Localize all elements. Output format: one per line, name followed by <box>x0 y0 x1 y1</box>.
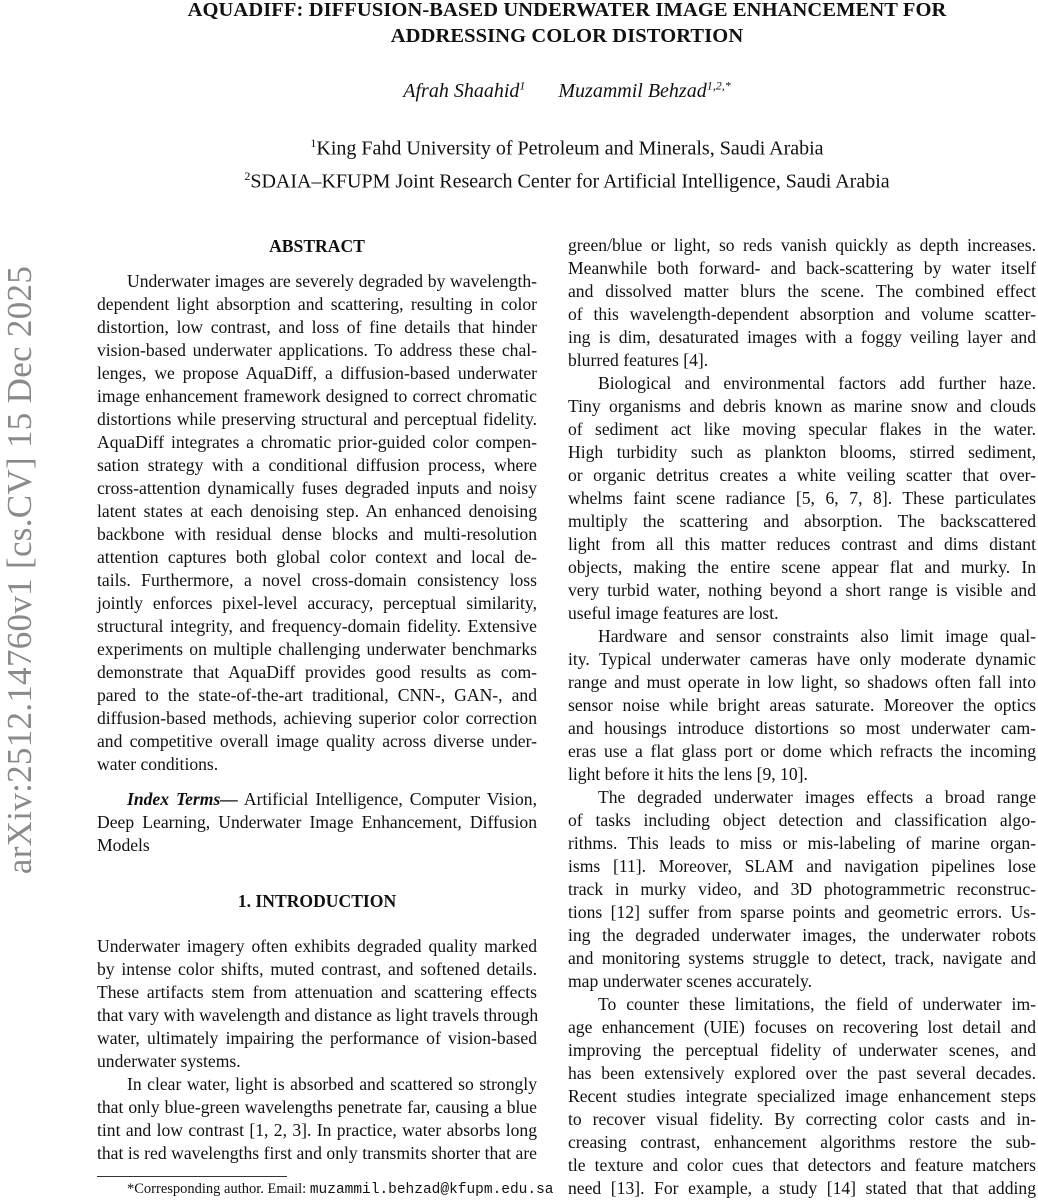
author-name: Afrah Shaahid <box>403 79 520 102</box>
text-line: tint and low contrast [1, 2, 3]. In practice, water absorbs long <box>97 1120 537 1140</box>
text-line: age enhancement (UIE) focuses on recovering lost detail and <box>568 1017 1036 1037</box>
index-terms <box>97 788 537 857</box>
text-line: image enhancement framework designed to correct chromatic <box>97 386 537 406</box>
text-line: of this wavelength-dependent absorption and volume scatter- <box>568 304 1036 324</box>
text-line: or organic detritus creates a white veiling scatter that over- <box>568 465 1036 485</box>
affiliations <box>97 130 1037 195</box>
text-line: that is red wavelengths first and only transmits shorter that are <box>97 1143 537 1163</box>
text-line: very turbid water, nothing beyond a short range is visible and <box>568 580 1036 600</box>
text-line: High turbidity such as plankton blooms, stirred sediment, <box>568 442 1036 462</box>
text-line: jointly enforces pixel-level accuracy, perceptual similarity, <box>97 593 537 613</box>
text-line: Underwater images are severely degraded by wavelength- <box>127 271 537 291</box>
footnote-rule <box>97 1176 287 1177</box>
footnote-text: *Corresponding author. Email: <box>127 1181 310 1197</box>
text-line: diffusion-based methods, achieving superior color correction <box>97 708 537 728</box>
text-line: that only blue-green wavelengths penetrate far, causing a blue <box>97 1097 537 1117</box>
text-line: ing the degraded underwater images, the underwater robots <box>568 925 1036 945</box>
title-line: AQUADIFF: DIFFUSION-BASED UNDERWATER IMAGE ENHANCEMENT FOR <box>187 0 947 21</box>
text-line: tails. Furthermore, a novel cross-domain consistency loss <box>97 570 537 590</box>
intro-heading: 1. INTRODUCTION <box>237 891 397 911</box>
intro-left-body <box>97 935 537 1165</box>
text-line: useful image features are lost. <box>568 603 779 623</box>
author <box>403 80 525 102</box>
text-line: whelms faint scene radiance [5, 6, 7, 8]. These particulates <box>568 488 1036 508</box>
index-terms-text: Artificial Intelligence, Computer Vision, <box>237 789 537 809</box>
text-line: eras use a flat glass port or dome which refracts the incoming <box>568 741 1036 761</box>
index-terms-label: Index Terms— <box>127 789 238 809</box>
text-line: lenges, we propose AquaDiff, a diffusion-based underwater <box>97 363 537 383</box>
text-line: experiments on multiple challenging underwater benchmarks <box>97 639 537 659</box>
author <box>558 80 730 102</box>
affiliation-sup: 1 <box>310 136 317 150</box>
author-sup: 1,2,* <box>706 78 731 92</box>
text-line: distortions while preserving structural and perceptual fidelity. <box>97 409 537 429</box>
text-line: Biological and environmental factors add further haze. <box>598 373 1036 393</box>
text-line: Hardware and sensor constraints also limit image qual- <box>598 626 1036 646</box>
text-line: ity. Typical underwater cameras have only moderate dynamic <box>568 649 1036 669</box>
text-line: AquaDiff integrates a chromatic prior-guided color compen- <box>97 432 537 452</box>
text-line: to recover visual fidelity. By correcting color casts and in- <box>568 1109 1036 1129</box>
intro-heading-wrap <box>97 890 537 913</box>
text-line: ing is dim, desaturated images with a foggy veiling layer and <box>568 327 1036 347</box>
text-line: and dissolved matter blurs the scene. The combined effect <box>568 281 1036 301</box>
text-line: demonstrate that AquaDiff provides good results as com- <box>97 662 537 682</box>
text-line: Recent studies integrate specialized image enhancement steps <box>568 1086 1036 1106</box>
author-name: Muzammil Behzad <box>558 79 707 102</box>
text-line: objects, making the entire scene appear flat and murky. In <box>568 557 1036 577</box>
affiliation <box>97 130 1037 163</box>
text-line: tle texture and color cues that detectors and feature matchers <box>568 1155 1036 1175</box>
text-line: green/blue or light, so reds vanish quickly as depth increases. <box>568 235 1036 255</box>
text-line: and monitoring systems struggle to detect, track, navigate and <box>568 948 1036 968</box>
text-line: Tiny organisms and debris known as marine snow and clouds <box>568 396 1036 416</box>
right-column-body <box>568 234 1036 1200</box>
affiliation-sup: 2 <box>244 168 251 183</box>
arxiv-watermark: arXiv:2512.14760v1 [cs.CV] 15 Dec 2025 <box>0 265 39 875</box>
title-line: ADDRESSING COLOR DISTORTION <box>390 25 744 47</box>
author-list <box>97 78 1037 103</box>
text-line: need [13]. For example, a study [14] stated that that adding <box>568 1178 1036 1198</box>
text-line: rithms. This leads to miss or mis-labeling of marine organ- <box>568 833 1036 853</box>
text-line: distortion, low contrast, and loss of fine details that hinder <box>97 317 537 337</box>
text-line: latent states at each denoising step. An enhanced denoising <box>97 501 537 521</box>
author-sup: 1 <box>519 78 526 92</box>
text-line: sensor noise while bright areas saturate. Moreover the optics <box>568 695 1036 715</box>
text-line: To counter these limitations, the field of underwater im- <box>598 994 1036 1014</box>
text-line: and competitive overall image quality across diverse under- <box>97 731 537 751</box>
text-line: The degraded underwater images effects a broad range <box>598 787 1036 807</box>
text-line: of sediment act like moving specular flakes in the water. <box>568 419 1036 439</box>
text-line: backbone with residual dense blocks and multi-resolution <box>97 524 537 544</box>
text-line: range and must operate in low light, so shadows often fall into <box>568 672 1036 692</box>
text-line: sation strategy with a conditional diffusion process, where <box>97 455 537 475</box>
text-line: pared to the state-of-the-art traditional, CNN-, GAN-, and <box>97 685 537 705</box>
text-line: light from all this matter reduces contrast and dims distant <box>568 534 1036 554</box>
abstract-heading: ABSTRACT <box>269 236 365 256</box>
paper-title <box>97 0 1037 49</box>
text-line: creasing contrast, enhancement algorithms restore the sub- <box>568 1132 1036 1152</box>
text-line: water conditions. <box>97 754 219 774</box>
abstract-body <box>97 270 537 776</box>
text-line: and housings introduce distortions so most underwater cam- <box>568 718 1036 738</box>
text-line: Underwater imagery often exhibits degraded quality marked <box>97 936 537 956</box>
text-line: dependent light absorption and scattering, resulting in color <box>97 294 537 314</box>
text-line: multiply the scattering and absorption. The backscattered <box>568 511 1036 531</box>
text-line: cross-attention dynamically fuses degraded inputs and noisy <box>97 478 537 498</box>
footnote-email[interactable]: muzammil.behzad@kfupm.edu.sa <box>309 1182 554 1198</box>
text-line: blurred features [4]. <box>568 350 709 370</box>
footnote <box>97 1180 553 1199</box>
affiliation-text: King Fahd University of Petroleum and Minerals, Saudi Arabia <box>316 137 824 160</box>
text-line: improving the perceptual fidelity of underwater scenes, and <box>568 1040 1036 1060</box>
index-terms-line <box>97 788 537 811</box>
index-terms-line: Models <box>97 835 150 855</box>
text-line: track in murky video, and 3D photogrammetric reconstruc- <box>568 879 1036 899</box>
text-line: map underwater scenes accurately. <box>568 971 813 991</box>
text-line: In clear water, light is absorbed and scattered so strongly <box>127 1074 537 1094</box>
text-line: by intense color shifts, muted contrast, and softened details. <box>97 959 537 979</box>
text-line: light before it hits the lens [9, 10]. <box>568 764 808 784</box>
text-line: attention captures both global color context and local de- <box>97 547 537 567</box>
text-line: underwater systems. <box>97 1051 241 1071</box>
text-line: tions [12] suffer from sparse points and geometric errors. Us- <box>568 902 1036 922</box>
text-line: Meanwhile both forward- and back-scattering by water itself <box>568 258 1036 278</box>
abstract-heading-wrap <box>97 235 537 258</box>
text-line: that vary with wavelength and distance as light travels through <box>97 1005 539 1025</box>
index-terms-line: Deep Learning, Underwater Image Enhancement, Diffusion <box>97 812 537 832</box>
text-line: isms [11]. Moreover, SLAM and navigation pipelines lose <box>568 856 1036 876</box>
affiliation <box>97 163 1037 196</box>
text-line: vision-based underwater applications. To address these chal- <box>97 340 537 360</box>
text-line: These artifacts stem from attenuation and scattering effects <box>97 982 537 1002</box>
text-line: water, ultimately impairing the performance of vision-based <box>97 1028 537 1048</box>
text-line: of tasks including object detection and classification algo- <box>568 810 1036 830</box>
text-line: has been extensively explored over the past several decades. <box>568 1063 1036 1083</box>
affiliation-text: SDAIA–KFUPM Joint Research Center for Artificial Intelligence, Saudi Arabia <box>250 170 890 193</box>
text-line: structural integrity, and frequency-domain fidelity. Extensive <box>97 616 537 636</box>
